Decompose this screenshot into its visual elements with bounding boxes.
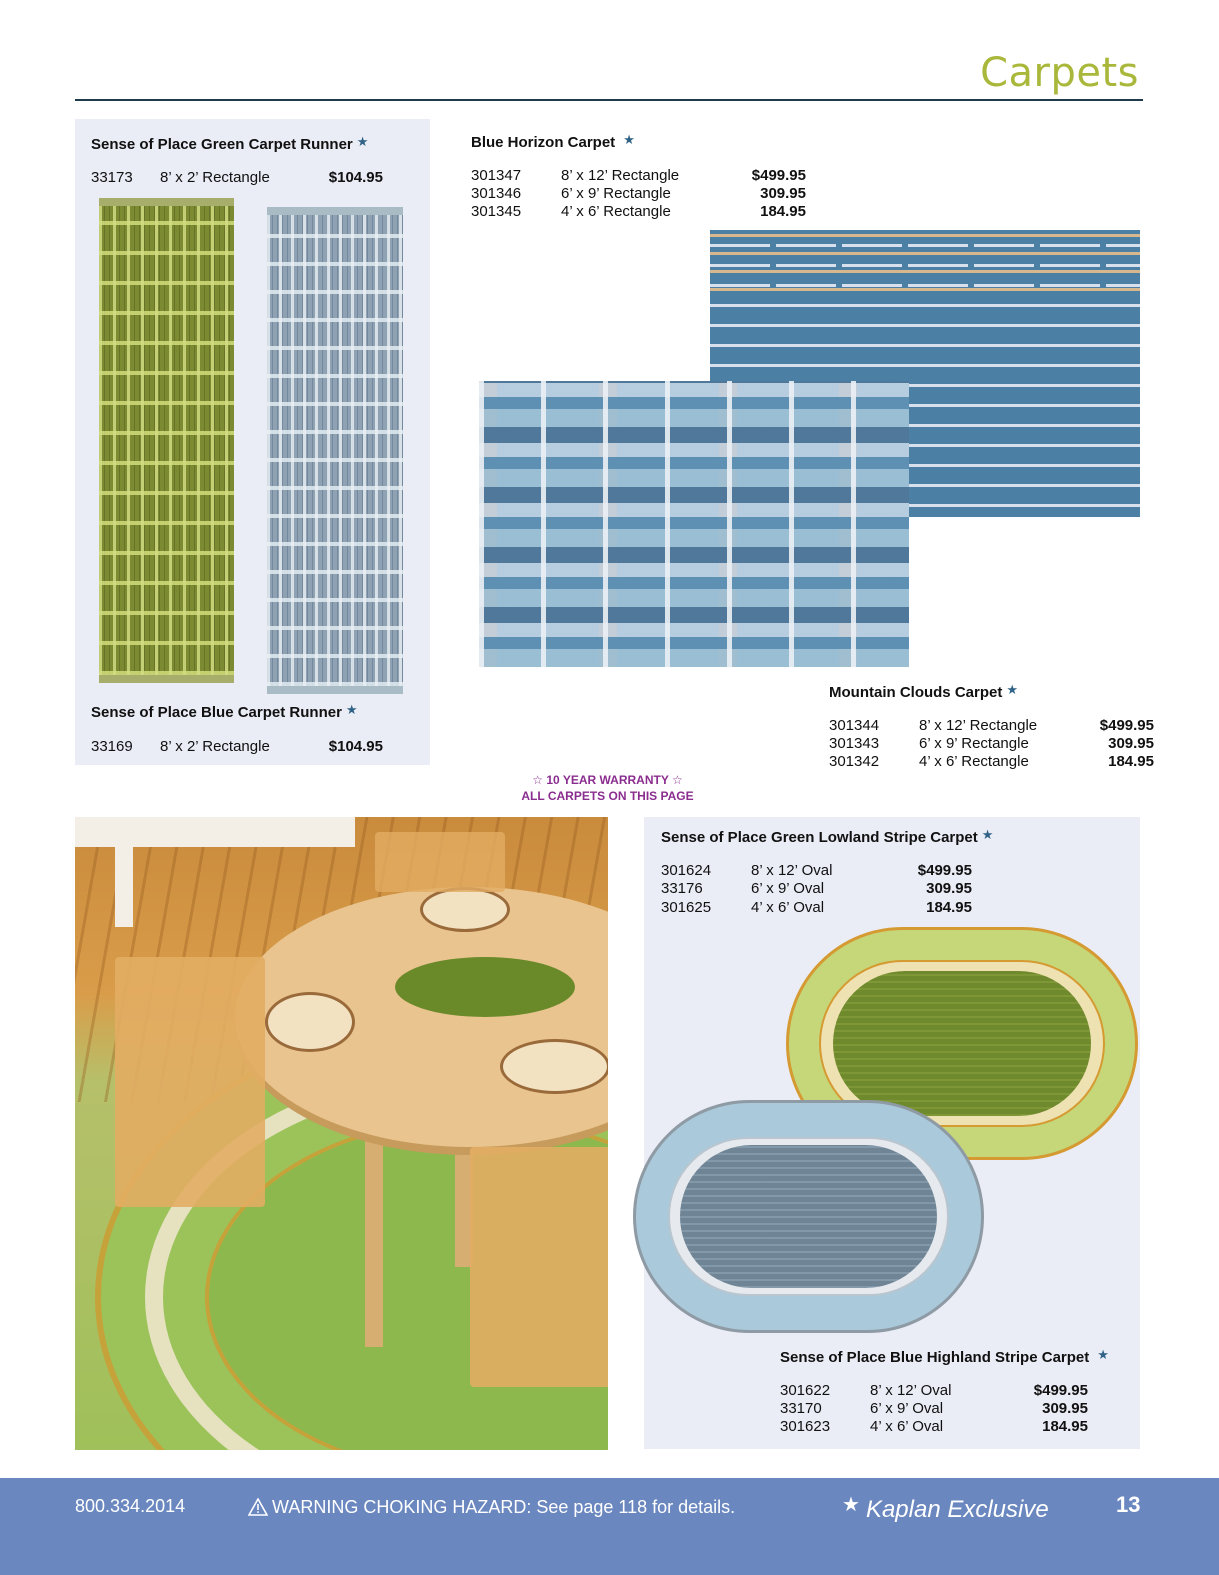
pinecone-bowl <box>395 957 575 1017</box>
warranty-line-1: 10 YEAR WARRANTY <box>546 773 669 787</box>
warranty-line-2: ALL CARPETS ON THIS PAGE <box>521 789 694 803</box>
page-number: 13 <box>1116 1492 1141 1517</box>
wood-slice <box>265 992 355 1052</box>
sku: 301623 <box>780 1418 831 1435</box>
table-leg <box>365 1117 383 1347</box>
shelf-leg <box>115 817 133 927</box>
sku: 33176 <box>661 880 703 897</box>
blue-horizon-rug-image <box>479 381 909 667</box>
star-icon: ★ <box>842 1494 860 1516</box>
footer-bar <box>0 1478 1219 1575</box>
sku: 301622 <box>780 1382 831 1399</box>
warranty-note <box>480 772 735 804</box>
price: 184.95 <box>1108 753 1154 770</box>
star-icon: ★ <box>981 827 994 842</box>
wood-slice <box>420 887 510 932</box>
exclusive-text: Kaplan Exclusive <box>865 1496 1049 1523</box>
sku: 301343 <box>829 735 880 752</box>
price: 309.95 <box>926 880 972 897</box>
sku: 33169 <box>91 738 133 755</box>
price: 184.95 <box>1042 1418 1088 1435</box>
sku: 301342 <box>829 753 880 770</box>
size: 4’ x 6’ Oval <box>751 899 825 916</box>
price: 309.95 <box>1042 1400 1088 1417</box>
sku: 33173 <box>91 169 133 186</box>
price: 184.95 <box>760 203 806 220</box>
sku: 301345 <box>471 203 522 220</box>
product-title-text: Blue Horizon Carpet <box>471 134 616 151</box>
product-title-green-lowland <box>661 827 993 846</box>
size: 8’ x 12’ Rectangle <box>919 717 1038 734</box>
size: 8’ x 12’ Oval <box>870 1382 952 1399</box>
product-title-text: Sense of Place Blue Carpet Runner <box>91 704 342 721</box>
size: 8’ x 12’ Rectangle <box>561 167 680 184</box>
star-icon: ★ <box>623 132 635 147</box>
rug-core <box>680 1145 937 1288</box>
price: $104.95 <box>328 738 383 755</box>
wood-slice <box>500 1039 608 1094</box>
star-icon: ★ <box>356 134 369 149</box>
star-outline-icon: ☆ <box>671 773 683 787</box>
price: 309.95 <box>760 185 806 202</box>
kaplan-exclusive-legend <box>842 1492 1049 1524</box>
star-outline-icon: ☆ <box>532 773 544 787</box>
product-title-blue-runner <box>91 702 358 721</box>
price: $499.95 <box>751 167 806 184</box>
chair <box>115 957 265 1207</box>
chair <box>470 1147 608 1387</box>
phone-number[interactable]: 800.334.2014 <box>75 1496 186 1516</box>
price: 184.95 <box>926 899 972 916</box>
price: 309.95 <box>1108 735 1154 752</box>
size: 6’ x 9’ Rectangle <box>561 185 671 202</box>
warning-triangle-icon <box>248 1498 268 1521</box>
sku: 301347 <box>471 167 522 184</box>
product-title-blue-highland <box>780 1347 1109 1366</box>
star-icon: ★ <box>1097 1347 1109 1362</box>
size: 8’ x 12’ Oval <box>751 862 833 879</box>
product-title-mountain-clouds <box>829 682 1018 701</box>
green-runner-rug-image <box>99 198 234 683</box>
blue-runner-rug-image <box>267 207 403 694</box>
price: $499.95 <box>1033 1382 1088 1399</box>
sku: 301346 <box>471 185 522 202</box>
classroom-photo <box>75 817 608 1450</box>
size: 4’ x 6’ Rectangle <box>561 203 671 220</box>
size: 8’ x 2’ Rectangle <box>160 738 270 755</box>
title-divider <box>75 99 1143 101</box>
size: 4’ x 6’ Rectangle <box>919 753 1029 770</box>
size: 4’ x 6’ Oval <box>870 1418 944 1435</box>
chair <box>375 832 505 892</box>
sku: 33170 <box>780 1400 822 1417</box>
product-title-green-runner <box>91 134 368 153</box>
product-title-text: Sense of Place Green Carpet Runner <box>91 136 353 153</box>
product-title-text: Sense of Place Green Lowland Stripe Carpet <box>661 829 978 846</box>
warning-text: WARNING CHOKING HAZARD: See page 118 for details. <box>272 1497 736 1517</box>
choking-warning <box>248 1497 735 1521</box>
product-title-blue-horizon <box>471 132 635 151</box>
rug-core <box>833 971 1091 1116</box>
price: $104.95 <box>328 169 383 186</box>
size: 6’ x 9’ Oval <box>751 880 825 897</box>
size: 8’ x 2’ Rectangle <box>160 169 270 186</box>
sku: 301344 <box>829 717 880 734</box>
sku: 301625 <box>661 899 712 916</box>
price: $499.95 <box>1099 717 1154 734</box>
product-title-text: Sense of Place Blue Highland Stripe Carpet <box>780 1349 1090 1366</box>
blue-oval-rug-image <box>633 1100 984 1333</box>
page-title: Carpets <box>980 50 1139 96</box>
product-title-text: Mountain Clouds Carpet <box>829 684 1003 701</box>
star-icon: ★ <box>1006 682 1018 697</box>
star-icon: ★ <box>345 702 358 717</box>
size: 6’ x 9’ Oval <box>870 1400 944 1417</box>
size: 6’ x 9’ Rectangle <box>919 735 1029 752</box>
price: $499.95 <box>917 862 972 879</box>
sku: 301624 <box>661 862 712 879</box>
